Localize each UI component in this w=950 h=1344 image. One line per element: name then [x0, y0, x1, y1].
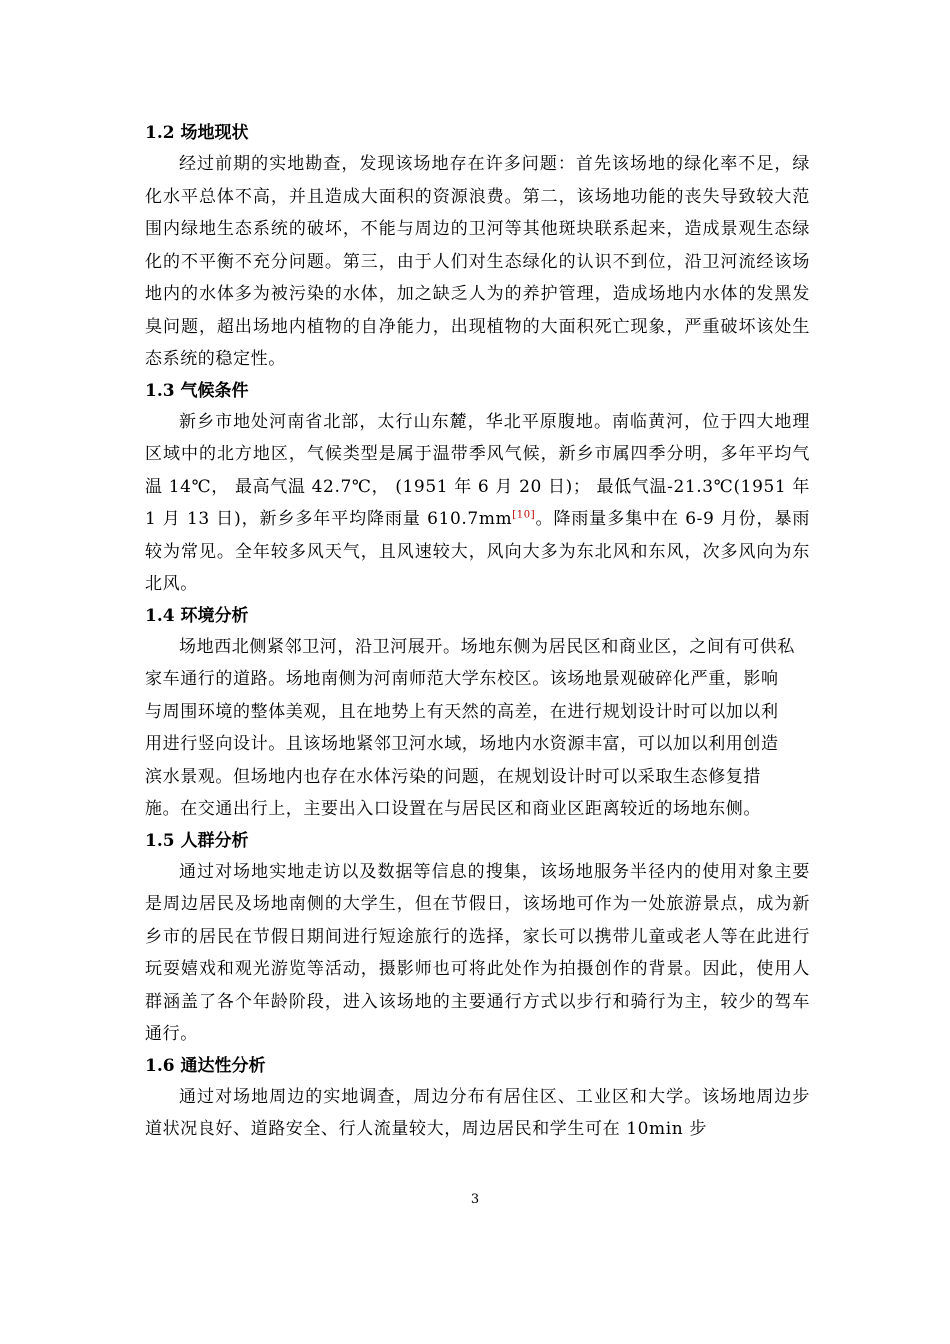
- section-paragraph: 通过对场地实地走访以及数据等信息的搜集，该场地服务半径内的使用对象主要是周边居民及场地南侧的大学生，但在节假日，该场地可作为一处旅游景点，成为新乡市的居民在节假日期间进行短途旅行的选择，家长可以携带儿童或老人等在此进行玩耍嬉戏和观光游览等活动，摄影师也可将此处作为拍摄创作的背景。因此，使用人群涵盖了各个年龄阶段，进入该场地的主要通行方式以步行和骑行为主，较少的驾车通行。: [145, 861, 810, 1044]
- paragraph-text: 。降雨量多集中在 6-9 月份，暴雨较为常见。全年较多风天气，且风速较大，风向大多为东北风和东风，次多风向为东北风。: [145, 509, 810, 594]
- section-paragraph: 场地西北侧紧邻卫河，沿卫河展开。场地东侧为居民区和商业区，之间有可供私家车通行的道路。场地南侧为河南师范大学东校区。该场地景观破碎化严重，影响与周围环境的整体美观，且在地势上有天然的高差，在进行规划设计时可以加以利用进行竖向设计。且该场地紧邻卫河水域，场地内水资源丰富，可以加以利用创造滨水景观。但场地内也存在水体污染的问题，在规划设计时可以采取生态修复措施。在交通出行上，主要出入口设置在与居民区和商业区距离较近的场地东侧。: [145, 636, 795, 819]
- section-paragraph: 通过对场地周边的实地调查，周边分布有居住区、工业区和大学。该场地周边步道状况良好、道路安全、行人流量较大，周边居民和学生可在 10min 步: [145, 1086, 810, 1139]
- section-heading: 1.4 环境分析: [145, 605, 249, 626]
- section-paragraph: 经过前期的实地勘查，发现该场地存在许多问题：首先该场地的绿化率不足，绿化水平总体不高，并且造成大面积的资源浪费。第二，该场地功能的丧失导致较大范围内绿地生态系统的破坏，不能与周边的卫河等其他斑块联系起来，造成景观生态绿化的不平衡不充分问题。第三，由于人们对生态绿化的认识不到位，沿卫河流经该场地内的水体多为被污染的水体，加之缺乏人为的养护管理，造成场地内水体的发黑发臭问题，超出场地内植物的自净能力，出现植物的大面积死亡现象，严重破坏该处生态系统的稳定性。: [145, 154, 810, 369]
- section-paragraph: [145, 406, 810, 601]
- section-heading: 1.6 通达性分析: [145, 1055, 266, 1076]
- paragraph-text: 新乡市地处河南省北部，太行山东麓，华北平原腹地。南临黄河，位于四大地理区域中的北方地区，气候类型是属于温带季风气候，新乡市属四季分明，多年平均气温 14℃， 最高气温 42.7℃， (1951 年 6 月 20 日)； 最低气温-21.3℃(1951 年 1 月 13 日)，新乡多年平均降雨量 610.7mm: [145, 411, 810, 529]
- section-heading: 1.3 气候条件: [145, 380, 249, 401]
- section-climate: [145, 376, 810, 601]
- page-content: [145, 118, 810, 1146]
- page-number: 3: [470, 1192, 480, 1207]
- section-site-status: [145, 118, 810, 376]
- section-environment: [145, 601, 810, 826]
- section-accessibility: [145, 1051, 810, 1146]
- section-crowd: [145, 826, 810, 1051]
- citation-reference[interactable]: [10]: [512, 509, 536, 521]
- section-heading: 1.5 人群分析: [145, 830, 249, 851]
- section-heading: 1.2 场地现状: [145, 123, 249, 143]
